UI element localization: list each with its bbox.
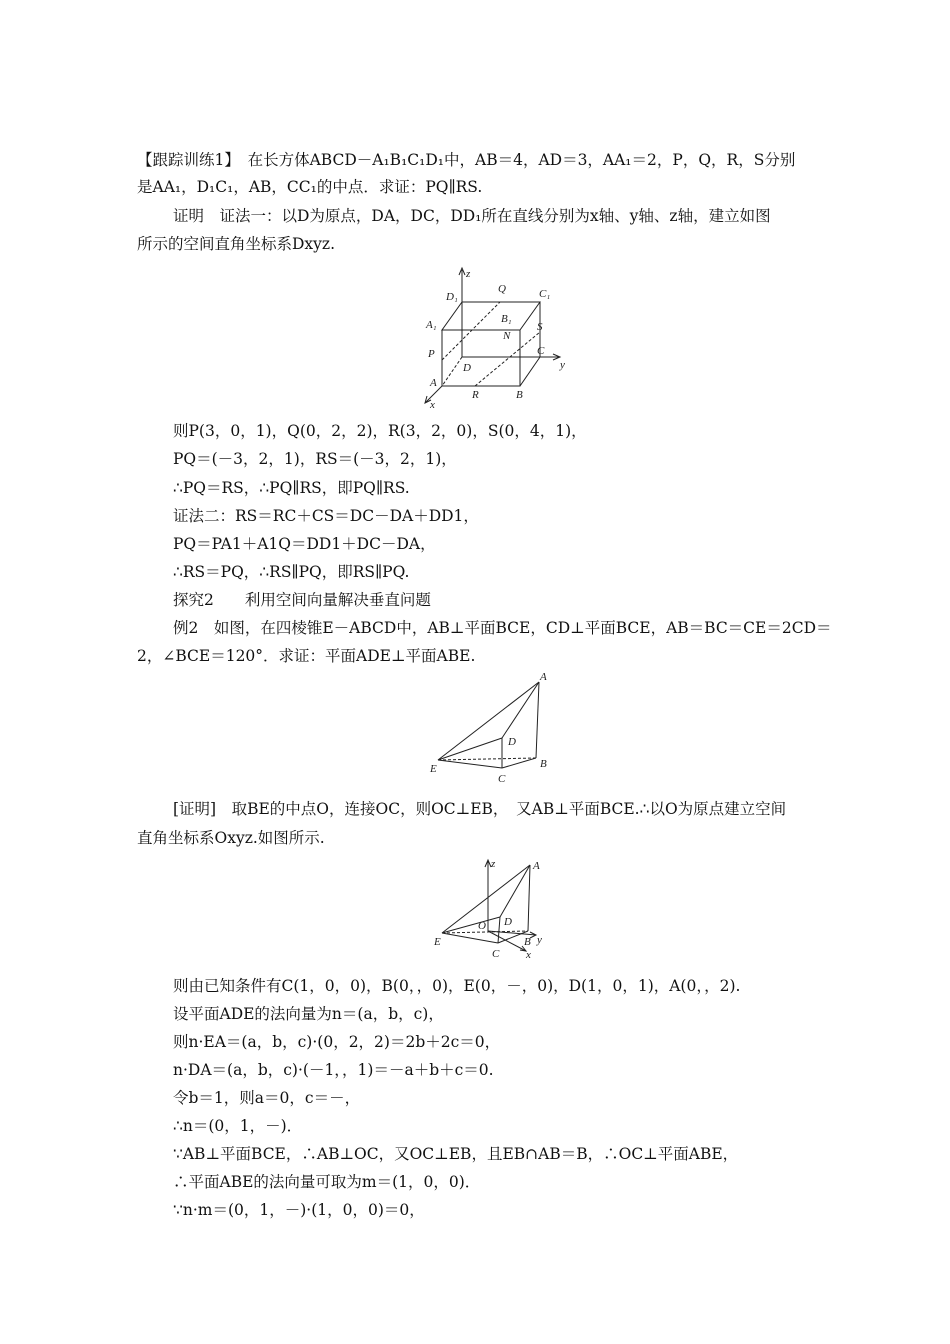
top-face (442, 302, 540, 330)
text-line: ∴PQ＝RS，∴PQ∥RS，即PQ∥RS. (173, 479, 410, 497)
label-b: B (540, 758, 547, 770)
edge-eb (438, 758, 536, 760)
label-y: y (537, 934, 542, 946)
text-line: 直角坐标系Oxyz.如图所示. (137, 829, 325, 847)
text-line: PQ＝(－3，2，1)，RS＝(－3，2，1)， (173, 450, 457, 468)
label-s: S (537, 321, 543, 333)
label-y: y (560, 359, 565, 371)
text-line: ∴n＝(0，1，－)． (173, 1117, 303, 1135)
label-a: A (430, 377, 437, 389)
text-line: n·DA＝(a，b，c)·(－1，，1)＝－a＋b＋c＝0. (173, 1061, 494, 1079)
label-a: A (540, 671, 547, 683)
label-n: N (503, 330, 511, 342)
text-line: 2，∠BCE＝120°．求证：平面ADE⊥平面ABE. (137, 647, 476, 665)
text-line: 设平面ADE的法向量为n＝(a，b，c)， (173, 1005, 444, 1023)
text-line: ∴平面ABE的法向量可取为m＝(1，0，0)． (173, 1173, 481, 1191)
text-line: 则n·EA＝(a，b，c)·(0，2，2)＝2b＋2c＝0， (173, 1033, 501, 1051)
label-o: O (478, 920, 486, 932)
edge-ed (438, 738, 502, 760)
edge-cb (502, 758, 536, 768)
label-b: B (524, 936, 531, 948)
edge-ea (438, 682, 539, 760)
label-c1: C₁ (539, 288, 551, 300)
edge-bc (520, 357, 540, 386)
edge-ed (442, 917, 500, 933)
pyramid-axes-figure (432, 853, 552, 965)
label-z: z (491, 858, 496, 870)
label-c: C (498, 773, 506, 785)
text-line: 令b＝1，则a＝0，c＝－， (173, 1089, 361, 1107)
label-x: x (526, 949, 531, 961)
edge-ab (536, 682, 539, 758)
label-a: A (533, 860, 540, 872)
label-d: D (508, 736, 516, 748)
edge-ea (442, 865, 530, 933)
text-line: 所示的空间直角坐标系Dxyz. (137, 235, 336, 253)
text-line: ∵n·m＝(0，1，－)·(1，0，0)＝0， (173, 1201, 425, 1219)
label-c: C (492, 948, 500, 960)
text-line: 则P(3，0，1)，Q(0，2，2)，R(3，2，0)，S(0，4，1)， (173, 422, 587, 440)
edge-ad (500, 865, 530, 917)
text-line: ∵AB⊥平面BCE，∴AB⊥OC，又OC⊥EB，且EB∩AB＝B，∴OC⊥平面ABE， (173, 1145, 739, 1163)
edge-ec (442, 933, 498, 943)
edge-da (442, 357, 462, 386)
text-line: 证法二：RS＝RC＋CS＝DC－DA＋DD1， (173, 507, 479, 525)
text-line: ∴RS＝PQ，∴RS∥PQ，即RS∥PQ. (173, 563, 410, 581)
edge-ec (438, 760, 502, 768)
label-q: Q (498, 283, 506, 295)
section-heading: 探究2 利用空间向量解决垂直问题 (173, 591, 431, 609)
label-d1: D₁ (446, 291, 458, 303)
label-x: x (430, 399, 435, 410)
label-b: B (516, 389, 523, 401)
cuboid-figure (420, 262, 570, 410)
text-line: 则由已知条件有C(1，0，0)，B(0，，0)，E(0，－，0)，D(1，0，1)，A(0，，2). (173, 977, 741, 995)
label-a1: A₁ (426, 319, 437, 331)
text-line: 例2 如图，在四棱锥E－ABCD中，AB⊥平面BCE，CD⊥平面BCE，AB＝BC＝CE＝2CD＝ (173, 619, 832, 637)
label-b1: B₁ (501, 313, 512, 325)
text-line: [证明] 取BE的中点O，连接OC，则OC⊥EB， 又AB⊥平面BCE.∴以O为原点建立空间 (173, 800, 787, 818)
label-z: z (466, 268, 471, 280)
exercise-heading-line: 【跟踪训练1】 在长方体ABCD－A₁B₁C₁D₁中，AB＝4，AD＝3，AA₁＝2，P，Q，R，S分别 (137, 151, 796, 169)
text-line: 证明 证法一：以D为原点，DA，DC，DD₁所在直线分别为x轴、y轴、z轴，建立如图 (173, 207, 771, 225)
text-line: 是AA₁，D₁C₁，AB，CC₁的中点．求证：PQ∥RS. (137, 178, 483, 196)
edge-dc (498, 917, 500, 943)
label-e: E (430, 763, 437, 775)
segment-pq (442, 302, 500, 360)
label-d: D (504, 916, 512, 928)
label-c: C (537, 345, 545, 357)
edge-ab (528, 865, 530, 931)
label-d: D (463, 362, 471, 374)
pyramid-figure (424, 670, 554, 788)
edge-ad (502, 682, 539, 738)
label-e: E (434, 936, 441, 948)
label-r: R (472, 389, 479, 401)
text-line: PQ＝PA1＋A1Q＝DD1＋DC－DA， (173, 535, 436, 553)
label-p: P (428, 348, 435, 360)
